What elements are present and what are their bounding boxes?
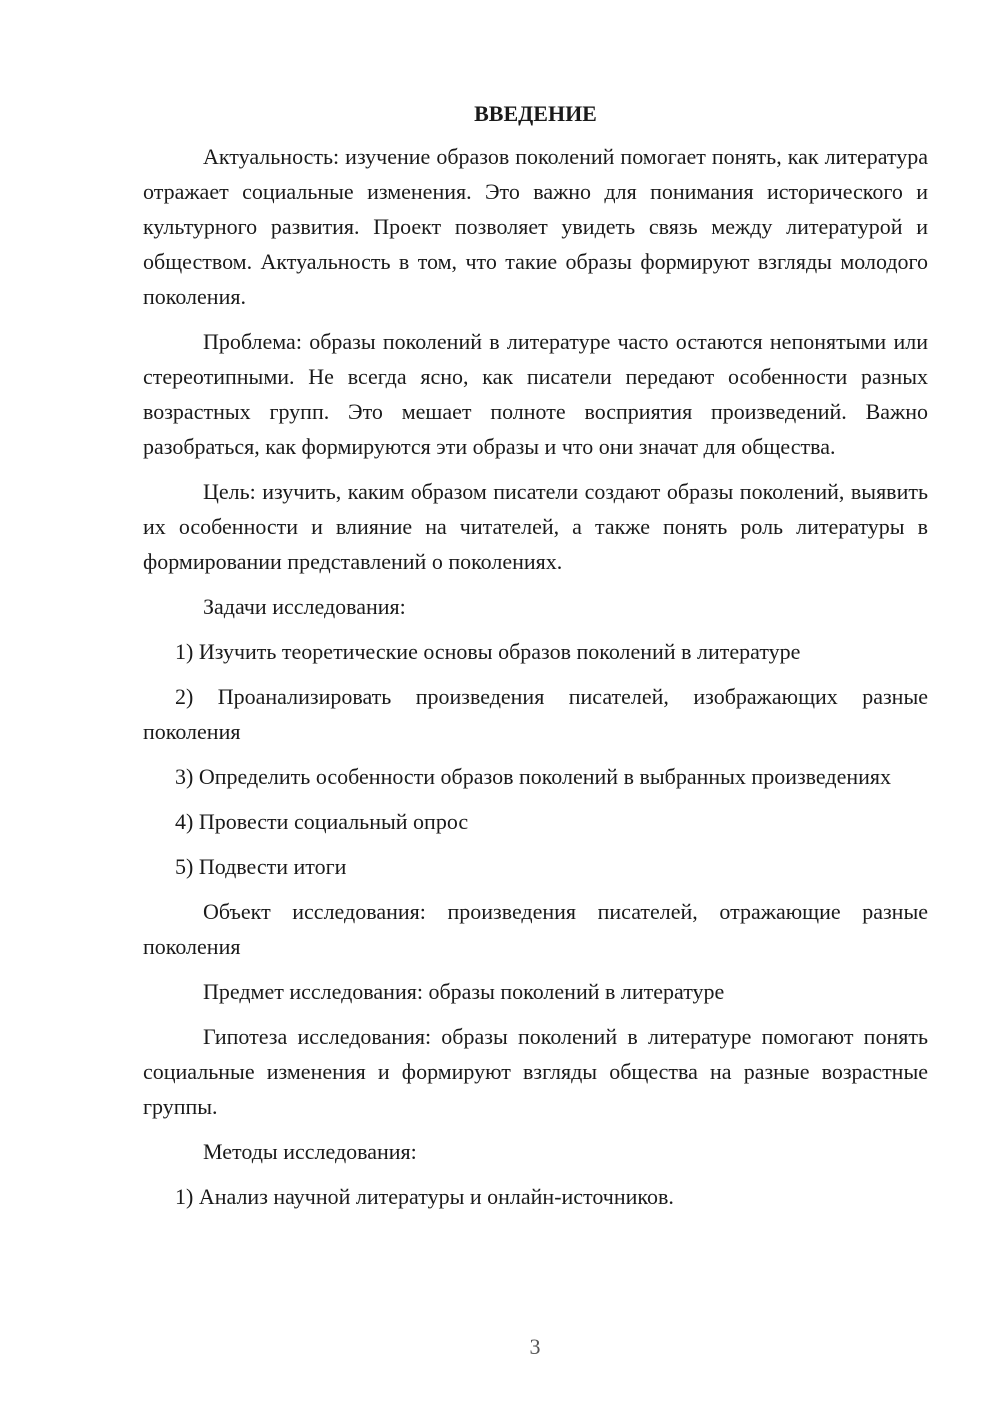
subject-paragraph: Предмет исследования: образы поколений в литературе xyxy=(203,979,725,1004)
relevance-paragraph: Актуальность: изучение образов поколений помогает понять, как литература отражает социальные изменения. Это важно для понимания исторического и культурного развития. Проект позволяет увидеть связь между литературой и обществом. Актуальность в том, что такие образы формируют взгляды молодого поколения. xyxy=(143,144,928,309)
method-item: 1) Анализ научной литературы и онлайн-источников. xyxy=(175,1184,674,1209)
task-item: 2) Проанализировать произведения писателей, изображающих разные поколения xyxy=(143,684,928,744)
methods-heading: Методы исследования: xyxy=(203,1139,417,1164)
page-content xyxy=(143,96,928,1224)
goal-paragraph: Цель: изучить, каким образом писатели создают образы поколений, выявить их особенности и влияние на читателей, а также понять роль литературы в формировании представлений о поколениях. xyxy=(143,479,928,574)
hypothesis-paragraph: Гипотеза исследования: образы поколений в литературе помогают понять социальные изменения и формируют взгляды общества на разные возрастные группы. xyxy=(143,1024,928,1119)
tasks-heading: Задачи исследования: xyxy=(203,594,406,619)
page-number: 3 xyxy=(529,1334,541,1359)
task-item: 4) Провести социальный опрос xyxy=(175,809,469,834)
problem-paragraph: Проблема: образы поколений в литературе часто остаются непонятыми или стереотипными. Не всегда ясно, как писатели передают особенности разных возрастных групп. Это мешает полноте восприятия произведений. Важно разобраться, как формируются эти образы и что они значат для общества. xyxy=(143,329,928,459)
task-item: 3) Определить особенности образов поколений в выбранных произведениях xyxy=(175,764,892,789)
object-paragraph: Объект исследования: произведения писателей, отражающие разные поколения xyxy=(143,899,928,959)
task-item: 5) Подвести итоги xyxy=(175,854,347,879)
task-item: 1) Изучить теоретические основы образов поколений в литературе xyxy=(175,639,801,664)
section-title: ВВЕДЕНИЕ xyxy=(474,101,597,126)
